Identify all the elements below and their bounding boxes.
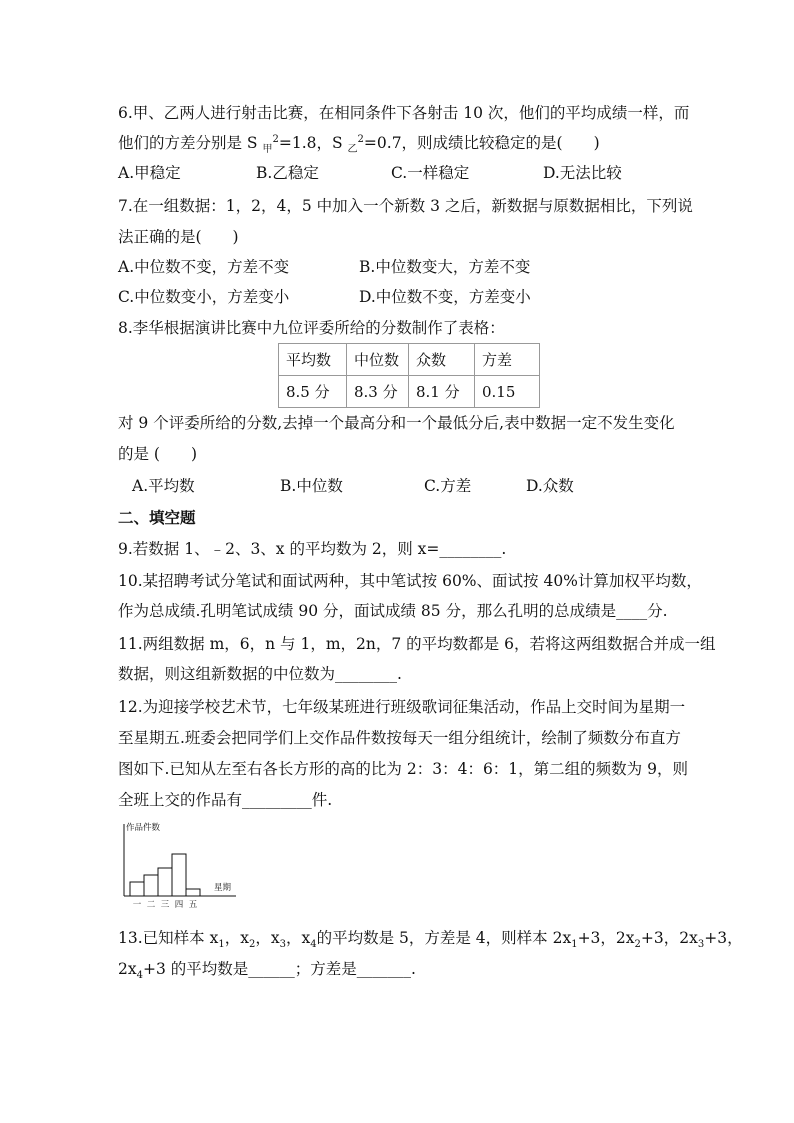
y-axis-label: 作品件数: [126, 823, 161, 833]
q13-sub: 2: [248, 939, 256, 951]
q8-line1: 8.李华根据演讲比赛中九位评委所给的分数制作了表格：: [118, 319, 505, 337]
q11-line2: 数据，则这组新数据的中位数为________.: [118, 665, 402, 683]
q7-line2: 法正确的是( ): [118, 228, 239, 246]
q13-line1: [118, 928, 743, 951]
q6-sup: 2: [357, 133, 364, 145]
q7-option-a: A.中位数不变，方差不变: [118, 258, 290, 276]
q6-text: =1.8，S: [278, 134, 348, 152]
histogram-bar: [172, 854, 186, 896]
q10-line2: 作为总成绩.孔明笔试成绩 90 分，面试成绩 85 分，那么孔明的总成绩是____分.: [118, 602, 668, 620]
q11-line1: 11.两组数据 m，6，n 与 1，m，2n，7 的平均数都是 6，若将这两组数据合并成一组: [118, 635, 716, 653]
table-header-cell: 方差: [475, 344, 540, 376]
q7-option-b: B.中位数变大，方差不变: [359, 258, 531, 276]
x-tick-label: 四: [174, 900, 184, 910]
table-row: [279, 376, 540, 408]
chart-marks: [130, 854, 200, 910]
q8-line3: 的是 ( ): [118, 445, 198, 463]
q10-line1: 10.某招聘考试分笔试和面试两种，其中笔试按 60%、面试按 40%计算加权平均数，: [118, 572, 702, 590]
section-title: 二、填空题: [118, 509, 196, 527]
x-tick-label: 一: [132, 900, 142, 910]
q6-line1: 6.甲、乙两人进行射击比赛，在相同条件下各射击 10 次，他们的平均成绩一样，而: [118, 104, 690, 122]
q12-line2: 至星期五.班委会把同学们上交作品件数按每天一组分组统计，绘制了频数分布直方: [118, 729, 681, 747]
table-header-cell: 众数: [409, 344, 475, 376]
q13-sub: 4: [310, 939, 317, 951]
q13-text: 2x: [118, 960, 137, 978]
table-header-cell: 平均数: [279, 344, 347, 376]
histogram-bar: [186, 889, 200, 896]
q7-option-c: C.中位数变小，方差变小: [118, 288, 290, 306]
q13-sub: 2: [634, 939, 641, 951]
q6-sub: 乙: [347, 144, 358, 156]
q13-line2: [118, 959, 416, 982]
q6-sup: 2: [272, 133, 279, 145]
x-axis-label: 星期: [214, 883, 232, 893]
q13-text: +3，2x: [577, 929, 635, 947]
q13-text: ，x: [285, 929, 311, 947]
q12-line3: 图如下.已知从左至右各长方形的高的比为 2：3：4：6：1，第二组的频数为 9，则: [118, 760, 688, 778]
frequency-histogram: [116, 820, 256, 912]
q13-sub: 4: [136, 970, 143, 982]
x-tick-label: 五: [188, 900, 198, 910]
q13-text: ，x: [255, 929, 280, 947]
q13-text: +3，2x: [640, 929, 698, 947]
q13-text: 的平均数是 5，方差是 4，则样本 2x: [316, 929, 572, 947]
q13-sub: 3: [279, 939, 286, 951]
x-tick-label: 三: [160, 900, 170, 910]
q6-text: =0.7，则成绩比较稳定的是( ): [363, 134, 600, 152]
q13-text: 13.已知样本 x: [118, 929, 219, 947]
table-header-cell: 中位数: [347, 344, 409, 376]
q8-option-c: C.方差: [424, 477, 472, 495]
q13-text: ，x: [224, 929, 249, 947]
table-cell: 0.15: [475, 376, 540, 408]
q8-score-table: [278, 343, 540, 408]
q13-text: +3 的平均数是______；方差是_______.: [142, 960, 416, 978]
q6-option-a: A.甲稳定: [118, 164, 181, 182]
q12-line4: 全班上交的作品有_________件.: [118, 791, 333, 809]
table-row: [279, 344, 540, 376]
histogram-bar: [158, 868, 172, 896]
q6-sub: 甲: [262, 144, 273, 156]
q8-option-a: A.平均数: [132, 477, 195, 495]
q13-sub: 1: [571, 939, 578, 951]
x-tick-label: 二: [146, 900, 156, 910]
table-cell: 8.5 分: [279, 376, 347, 408]
table-cell: 8.3 分: [347, 376, 409, 408]
q7-line1: 7.在一组数据：1，2，4，5 中加入一个新数 3 之后，新数据与原数据相比，下列说: [118, 197, 693, 215]
q6-text: 他们的方差分别是 S: [118, 134, 263, 152]
q13-sub: 3: [697, 939, 705, 951]
histogram-bar: [130, 882, 144, 896]
q12-line1: 12.为迎接学校艺术节，七年级某班进行班级歌词征集活动，作品上交时间为星期一: [118, 698, 686, 716]
q9: 9.若数据 1、﹣2、3、x 的平均数为 2，则 x=________.: [118, 540, 507, 558]
q7-option-d: D.中位数不变，方差变小: [359, 288, 531, 306]
q13-sub: 1: [218, 939, 225, 951]
histogram-bar: [144, 875, 158, 896]
q8-option-d: D.众数: [526, 477, 574, 495]
q13-text: +3，: [704, 929, 743, 947]
q8-option-b: B.中位数: [280, 477, 343, 495]
q6-option-c: C.一样稳定: [391, 164, 470, 182]
q6-option-d: D.无法比较: [543, 164, 622, 182]
q6-option-b: B.乙稳定: [256, 164, 319, 182]
q6-line2: [118, 133, 600, 156]
table-cell: 8.1 分: [409, 376, 475, 408]
q8-line2: 对 9 个评委所给的分数,去掉一个最高分和一个最低分后,表中数据一定不发生变化: [118, 414, 675, 432]
